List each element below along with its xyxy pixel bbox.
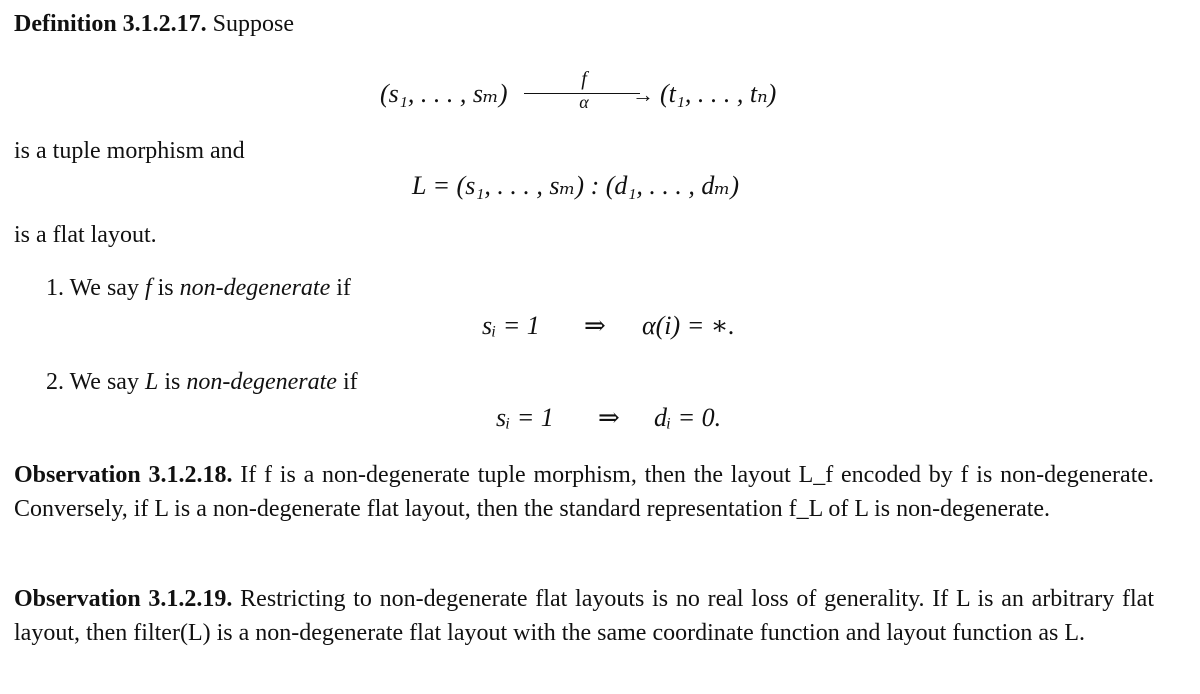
observation-label: Observation 3.1.2.18. bbox=[14, 462, 233, 488]
definition-label: Definition 3.1.2.17. bbox=[14, 11, 207, 37]
implies-icon: ⇒ bbox=[584, 311, 606, 340]
definition-heading bbox=[14, 10, 294, 39]
observation-19 bbox=[14, 582, 1154, 650]
observation-text: Restricting to non-degenerate flat layouts is no real loss of generality. If L is an arbitrary flat layout, then filter(L) is a non-degenerate flat layout with the same coordinate function and layout function as L. bbox=[14, 586, 1155, 646]
morphism-arrow bbox=[524, 68, 654, 118]
morphism-map-sublabel: α bbox=[579, 92, 589, 112]
item-2-formula-rhs: dᵢ = 0. bbox=[654, 403, 722, 432]
observation-18 bbox=[14, 458, 1154, 526]
implies-icon: ⇒ bbox=[598, 403, 620, 432]
observation-text: If f is a non-degenerate tuple morphism, then the layout L_f encoded by f is non-degenerate. Conversely, if L is a non-degenerate flat layout, then the standard representation f_L of L is non-degenerate. bbox=[14, 462, 1155, 522]
item-1-formula-rhs: α(i) = ∗. bbox=[642, 311, 735, 340]
list-item-2 bbox=[46, 368, 358, 397]
item-is: is bbox=[164, 369, 181, 395]
morphism-target: (t₁, . . . , tₙ) bbox=[660, 79, 777, 108]
text-tuple-morphism: is a tuple morphism and bbox=[14, 138, 245, 164]
arrow-head-icon: → bbox=[632, 82, 654, 107]
item-prefix: We say bbox=[69, 369, 139, 395]
list-item-1 bbox=[46, 274, 351, 303]
morphism-source: (s₁, . . . , sₘ) bbox=[380, 79, 508, 108]
item-term: non-degenerate bbox=[186, 369, 337, 395]
item-symbol: L bbox=[144, 369, 159, 395]
observation-label: Observation 3.1.2.19. bbox=[14, 586, 233, 612]
item-symbol: f bbox=[144, 275, 152, 301]
item-term: non-degenerate bbox=[179, 275, 331, 301]
item-1-formula-lhs: sᵢ = 1 bbox=[482, 311, 540, 340]
item-is: is bbox=[157, 275, 174, 301]
item-2-formula-lhs: sᵢ = 1 bbox=[496, 403, 554, 432]
text-flat-layout: is a flat layout. bbox=[14, 222, 157, 248]
item-suffix: if bbox=[342, 369, 358, 395]
definition-intro: Suppose bbox=[212, 11, 295, 37]
item-prefix: We say bbox=[69, 275, 139, 301]
morphism-map-label: f bbox=[581, 68, 587, 90]
item-suffix: if bbox=[336, 275, 351, 301]
item-number: 2. bbox=[46, 369, 64, 395]
layout-equation: L = (s₁, . . . , sₘ) : (d₁, . . . , dₘ) bbox=[412, 171, 740, 200]
item-number: 1. bbox=[46, 275, 64, 301]
